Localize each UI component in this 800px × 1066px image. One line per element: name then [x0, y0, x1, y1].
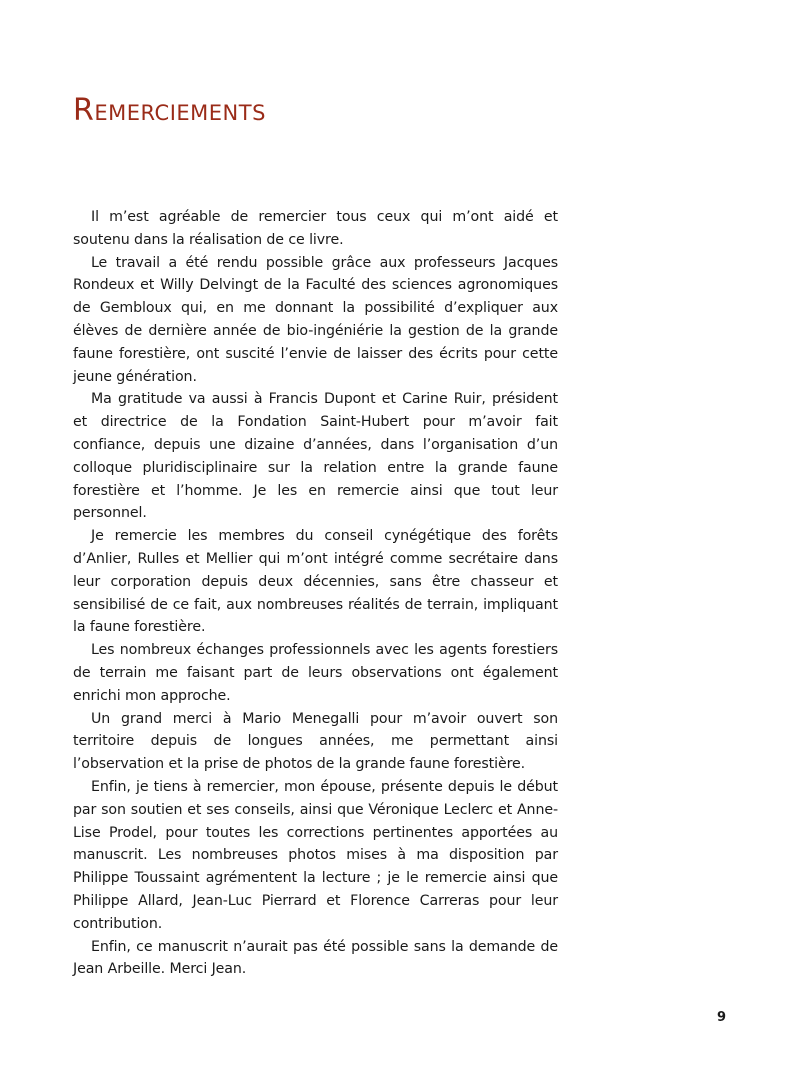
paragraph-menegalli: Un grand merci à Mario Menegalli pour m’avoir ouvert son territoire depuis de longues années, me permettant ainsi l’observation et la prise de photos de la grande faune forestière.	[73, 710, 558, 773]
page-number: 9	[717, 1010, 727, 1025]
paragraph-fondation: Ma gratitude va aussi à Francis Dupont et Carine Ruir, président et directrice de la Fondation Saint-Hubert pour m’avoir fait confiance, depuis une dizaine d’années, dans l’organisation d’un colloque pluridisciplinaire sur la relation entre la grande faune forestière et l’homme. Je les en remercie ainsi que tout leur personnel.	[73, 391, 558, 522]
paragraph-intro: Il m’est agréable de remercier tous ceux qui m’ont aidé et soutenu dans la réalisation de ce livre.	[73, 209, 558, 248]
paragraph-professors: Le travail a été rendu possible grâce aux professeurs Jacques Rondeux et Willy Delvingt de la Faculté des sciences agronomiques de Gembloux qui, en me donnant la possibilité d’expliquer aux élèves de dernière année de bio-ingéniérie la gestion de la grande faune forestière, ont suscité l’envie de laisser des écrits pour cette jeune génération.	[73, 254, 558, 385]
page-title: Remerciements	[73, 93, 266, 128]
paragraph-closing: Enfin, ce manuscrit n’aurait pas été possible sans la demande de Jean Arbeille. Merci Jean.	[73, 938, 558, 978]
paragraph-agents: Les nombreux échanges professionnels avec les agents forestiers de terrain me faisant part de leurs observations ont également enrichi mon approche.	[73, 642, 558, 704]
paragraph-family: Enfin, je tiens à remercier, mon épouse, présente depuis le début par son soutien et ses conseils, ainsi que Véronique Leclerc et Anne-Lise Prodel, pour toutes les corrections pertinentes apportées au manuscrit. Les nombreuses photos mises à ma disposition par Philippe Toussaint agrémentent la lecture ; je le remercie ainsi que Philippe Allard, Jean-Luc Pierrard et Florence Carreras pour leur contribution.	[73, 778, 558, 932]
paragraph-conseil: Je remercie les membres du conseil cynégétique des forêts d’Anlier, Rulles et Mellier qui m’ont intégré comme secrétaire dans leur corporation depuis deux décennies, sans être chasseur et sensibilisé de ce fait, aux nombreuses réalités de terrain, impliquant la faune forestière.	[73, 528, 558, 636]
acknowledgements-body	[73, 206, 558, 981]
